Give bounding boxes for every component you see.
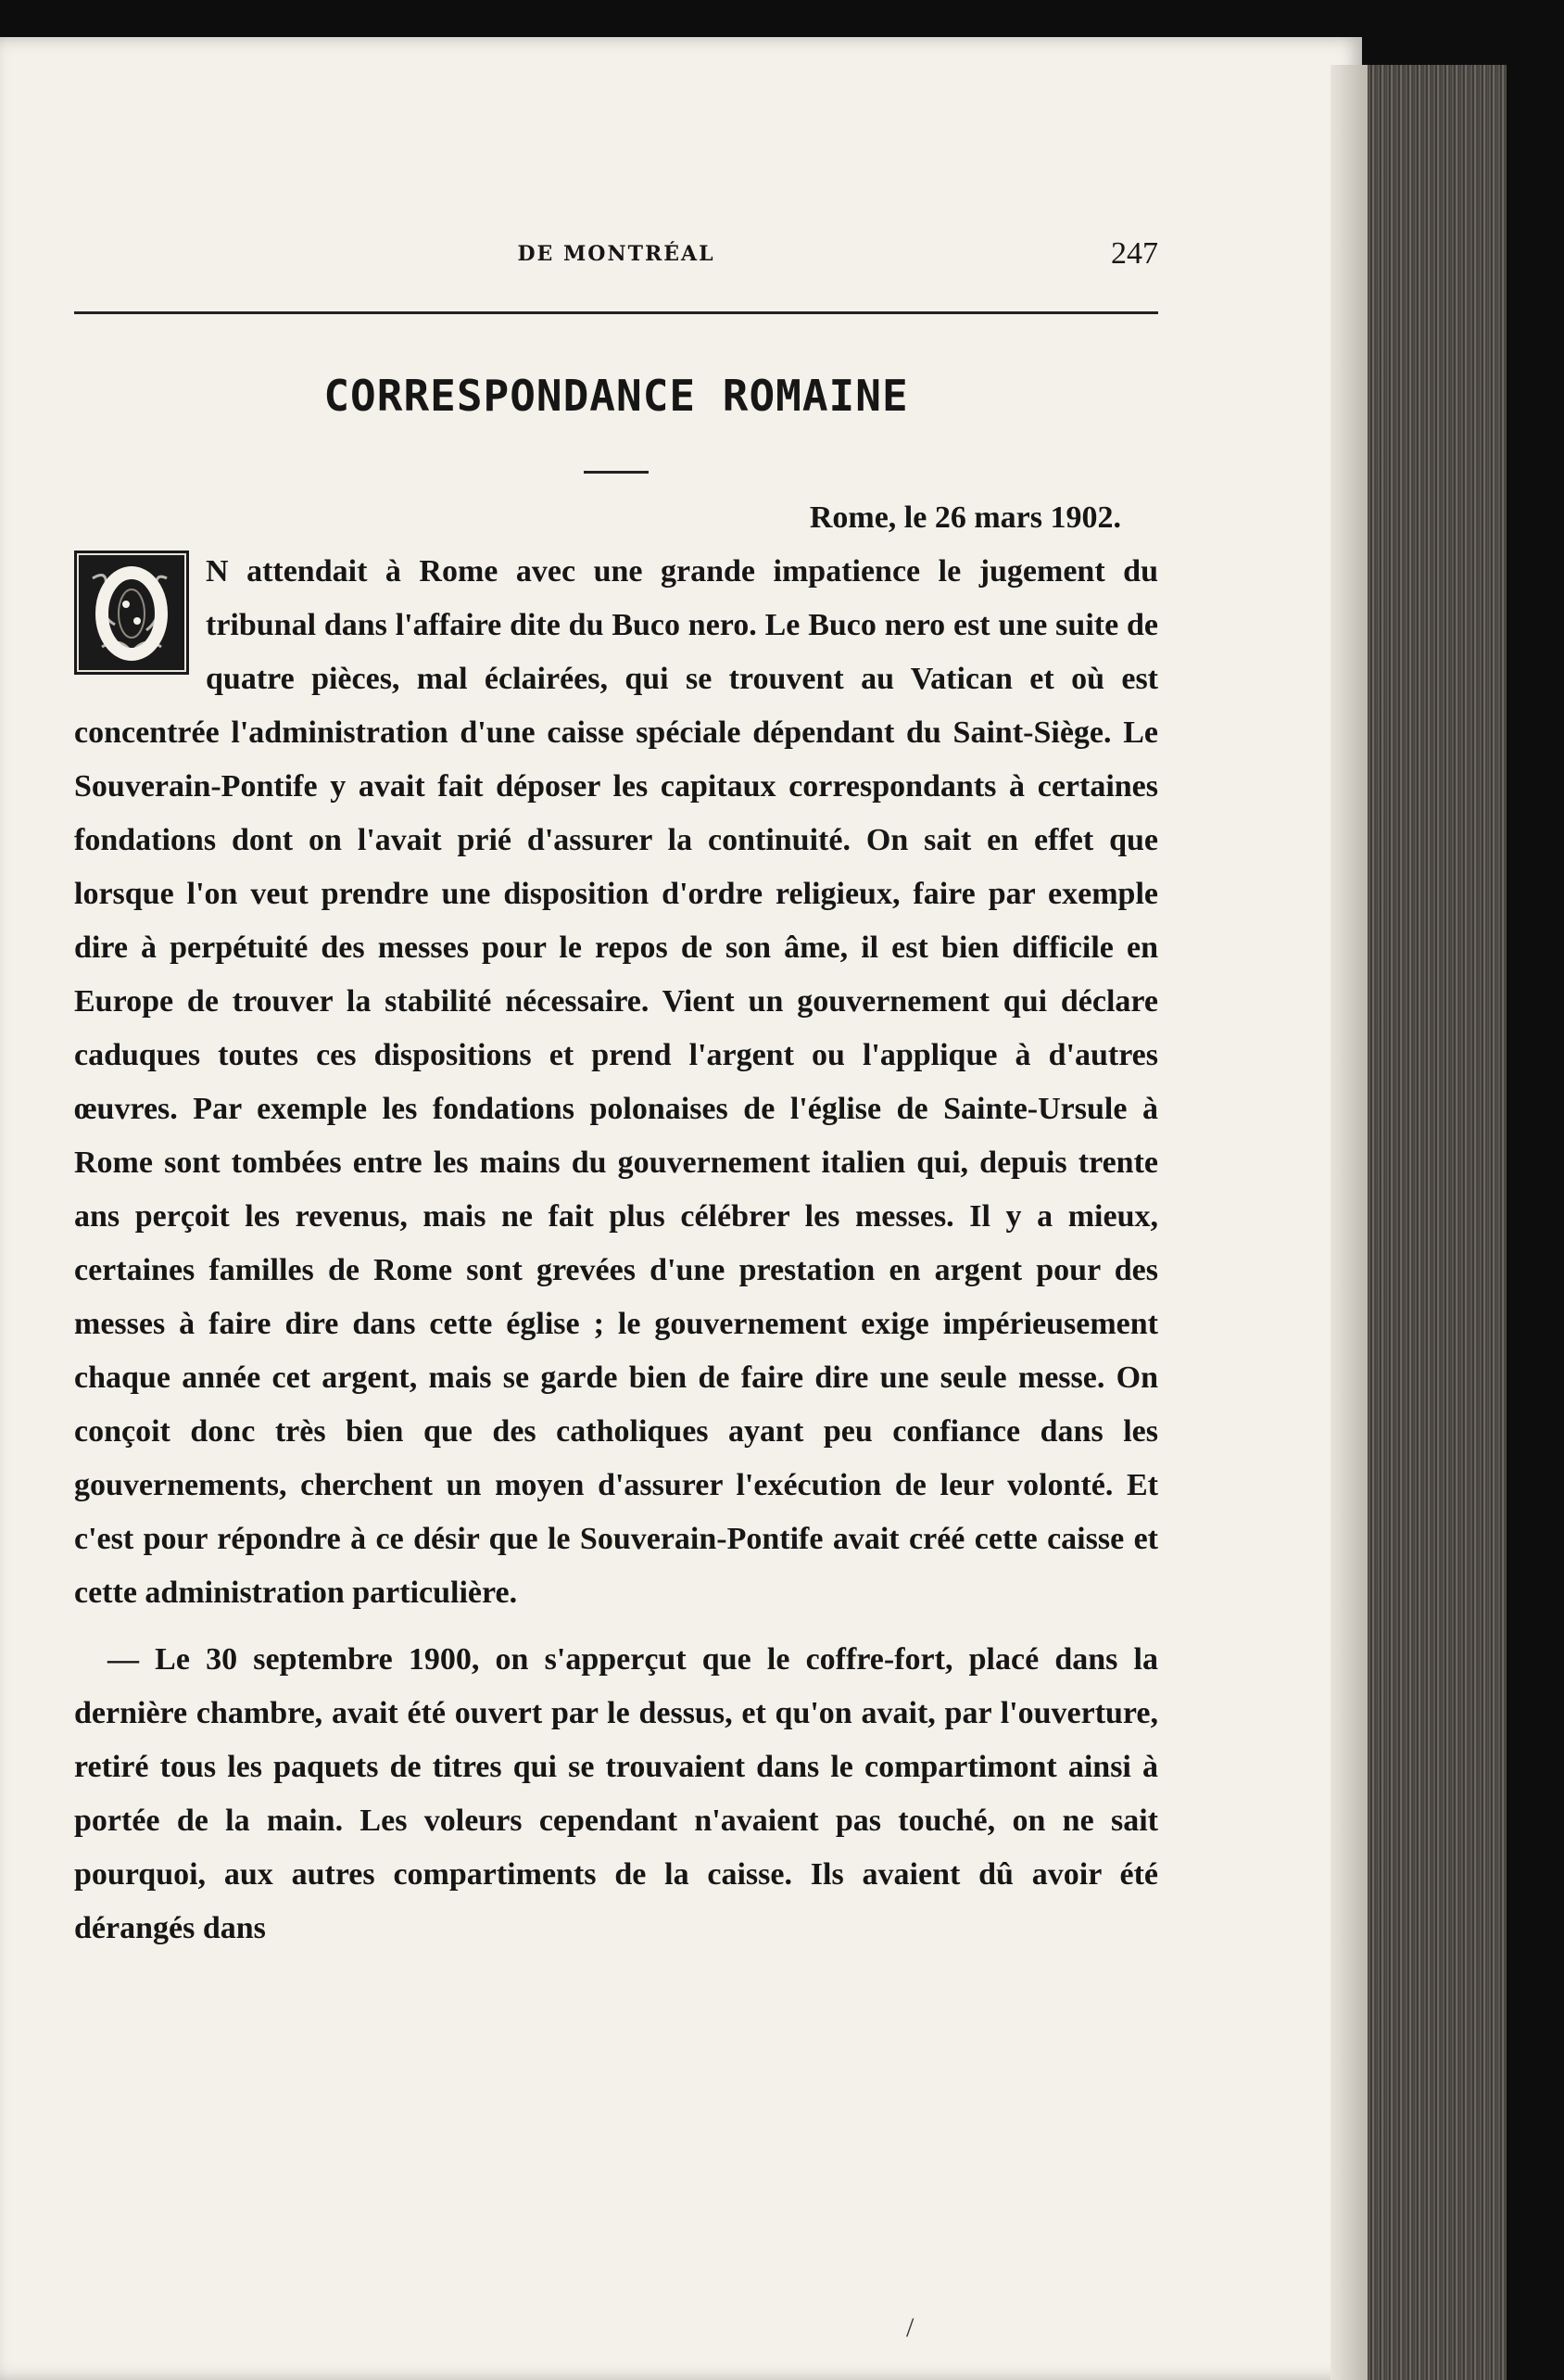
running-head — [74, 236, 1158, 273]
page-number: 247 — [1111, 236, 1158, 271]
running-title: DE MONTRÉAL — [517, 242, 715, 266]
article-title: CORRESPONDANCE ROMAINE — [323, 371, 909, 421]
header-rule — [74, 311, 1158, 314]
opening-paragraph-text: N attendait à Rome avec une grande impatience le jugement du tribunal dans l'affaire dite du Buco nero. Le Buco nero est une suite de quatre pièces, mal éclairées, qui se trouvent au Vatican et où est concentrée l'administration d'une caisse spéciale dépendant du Saint-Siège. Le Souverain-Pontife y avait fait déposer les capitaux correspondants à certaines fondations dont on l'avait prié d'assurer la continuité. On sait en effet que lorsque l'on veut prendre une disposition d'ordre religieux, faire par exemple dire à perpétuité des messes pour le repos de son âme, il est bien difficile en Europe de trouver la stabilité nécessaire. Vient un gouvernement qui déclare caduques toutes ces dispositions et prend l'argent ou l'applique à d'autres œuvres. Par exemple les fondations polonaises de l'église de Sainte-Ursule à Rome sont tombées entre les mains du gouvernement italien qui, depuis trente ans perçoit les revenus, mais ne fait plus célébrer les messes. Il y a mieux, certaines familles de Rome sont grevées d'une prestation en argent pour des messes à faire dire dans cette église ; le gouvernement exige impérieusement chaque année cet argent, mais se garde bien de faire dire une seule messe. On conçoit donc très bien que des catholiques ayant peu confiance dans les gouvernements, cherchent un moyen d'assurer l'exécution de leur volonté. Et c'est pour répondre à ce désir que le Souverain-Pontife avait créé cette caisse et cette administration particulière. — [74, 554, 1158, 1610]
ornamental-drop-cap — [74, 551, 189, 675]
title-rule — [584, 471, 649, 474]
paragraph-1 — [74, 545, 1158, 1620]
dateline: Rome, le 26 mars 1902. — [809, 500, 1121, 535]
book-page-edges — [1362, 65, 1507, 2380]
stray-mark: / — [906, 2312, 914, 2343]
drop-cap-ornament-icon — [74, 551, 189, 675]
book-page — [0, 37, 1362, 2380]
article-body — [74, 545, 1158, 1956]
paragraph-2: — Le 30 septembre 1900, on s'apperçut que le coffre-fort, placé dans la dernière chambre, avait été ouvert par le dessus, et qu'on avait, par l'ouverture, retiré tous les paquets de titres qui se trouvaient dans le compartimont ainsi à portée de la main. Les voleurs cependant n'avaient pas touché, on ne sait pourquoi, aux autres compartiments de la caisse. Ils avaient dû avoir été dérangés dans — [74, 1642, 1158, 1945]
